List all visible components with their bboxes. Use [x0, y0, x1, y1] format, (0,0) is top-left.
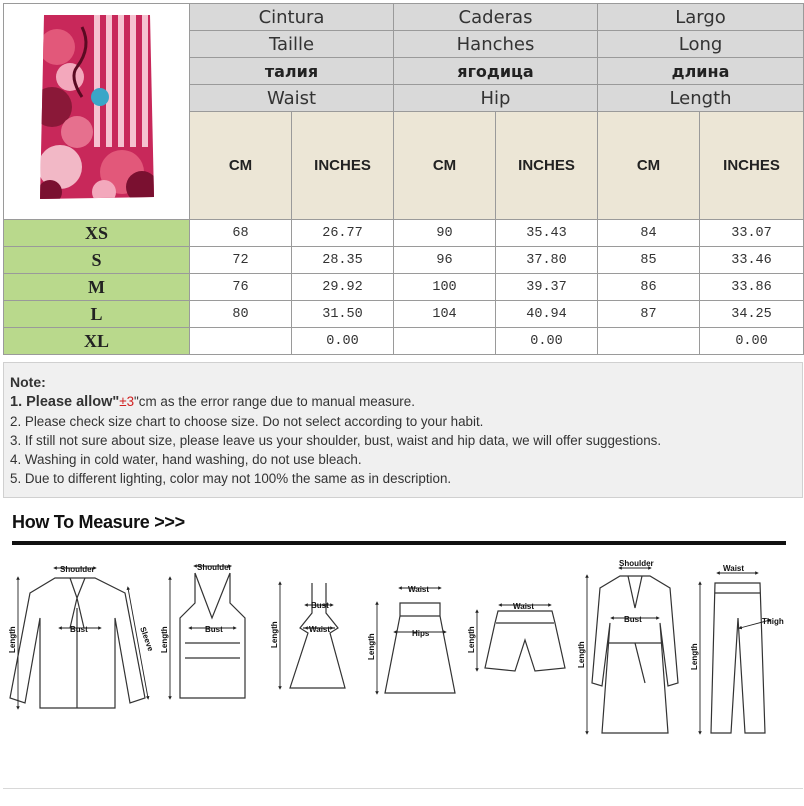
shoulder-label: Shoulder [197, 563, 232, 572]
size-label: S [4, 247, 190, 274]
notes-box [3, 362, 803, 498]
header-hip-es: Caderas [394, 4, 598, 31]
table-cell: 33.46 [700, 247, 804, 274]
thigh-label: Thigh [762, 617, 784, 626]
header-waist-fr: Taille [190, 31, 394, 58]
table-cell: 72 [190, 247, 292, 274]
length-label: Length [8, 626, 17, 653]
bust-label: Bust [311, 601, 329, 610]
note-line: 3. If still not sure about size, please leave us your shoulder, bust, waist and hip data, we will offer suggestions. [10, 433, 662, 448]
table-row [4, 301, 804, 328]
table-cell: 0.00 [496, 328, 598, 355]
bust-label: Bust [205, 625, 223, 634]
size-label: M [4, 274, 190, 301]
skirt-illustration [385, 603, 455, 693]
table-cell: 0.00 [292, 328, 394, 355]
size-label: XL [4, 328, 190, 355]
bust-label: Bust [624, 615, 642, 624]
table-cell: 87 [598, 301, 700, 328]
size-chart-table [3, 3, 804, 355]
header-waist-en: Waist [190, 85, 394, 112]
shoulder-label: Shoulder [60, 565, 95, 574]
tank-illustration [180, 573, 245, 698]
table-cell: 80 [190, 301, 292, 328]
note-line: 2. Please check size chart to choose size. Do not select according to your habit. [10, 414, 484, 429]
pants-illustration [711, 583, 765, 733]
table-cell: 33.86 [700, 274, 804, 301]
table-cell: 100 [394, 274, 496, 301]
header-length-es: Largo [598, 4, 804, 31]
length-label: Length [270, 621, 279, 648]
table-cell: 39.37 [496, 274, 598, 301]
table-cell: 35.43 [496, 220, 598, 247]
length-label: Length [160, 626, 169, 653]
blouse-illustration [10, 578, 145, 708]
header-length-en: Length [598, 85, 804, 112]
table-row [4, 274, 804, 301]
header-waist-es: Cintura [190, 4, 394, 31]
hips-label: Hips [412, 629, 430, 638]
unit-header: CM [190, 112, 292, 220]
coat-illustration [592, 576, 678, 733]
waist-label: Waist [408, 585, 430, 594]
note-line [10, 392, 796, 412]
header-waist-ru: талия [190, 58, 394, 85]
table-cell: 40.94 [496, 301, 598, 328]
shorts-illustration [485, 611, 565, 671]
note-strong: 1. Please allow" [10, 394, 120, 410]
note-tolerance: ±3 [119, 394, 135, 409]
table-cell: 28.35 [292, 247, 394, 274]
table-cell: 90 [394, 220, 496, 247]
length-label: Length [577, 641, 586, 668]
table-cell [190, 328, 292, 355]
size-label: XS [4, 220, 190, 247]
header-length-ru: длина [598, 58, 804, 85]
table-cell: 86 [598, 274, 700, 301]
table-cell: 84 [598, 220, 700, 247]
table-cell: 68 [190, 220, 292, 247]
table-cell: 85 [598, 247, 700, 274]
notes-title: Note: [10, 374, 46, 390]
size-label: L [4, 301, 190, 328]
unit-header: INCHES [292, 112, 394, 220]
table-cell: 76 [190, 274, 292, 301]
header-hip-ru: ягодица [394, 58, 598, 85]
shoulder-label: Shoulder [619, 559, 654, 568]
header-hip-fr: Hanches [394, 31, 598, 58]
how-to-measure-title: How To Measure >>> [12, 512, 185, 532]
table-row [4, 328, 804, 355]
unit-header: INCHES [496, 112, 598, 220]
table-cell: 104 [394, 301, 496, 328]
waist-label: Waist [309, 625, 331, 634]
skirt-image [22, 7, 172, 212]
unit-header: CM [394, 112, 496, 220]
table-row [4, 220, 804, 247]
note-rest: "cm as the error range due to manual measure. [134, 394, 415, 409]
bottom-border [3, 788, 803, 804]
table-cell: 29.92 [292, 274, 394, 301]
product-photo-cell [4, 4, 190, 220]
note-line: 4. Washing in cold water, hand washing, do not use bleach. [10, 452, 362, 467]
length-label: Length [690, 643, 699, 670]
measure-illustrations [0, 548, 804, 786]
bust-label: Bust [70, 625, 88, 634]
length-label: Length [367, 633, 376, 660]
table-cell: 33.07 [700, 220, 804, 247]
table-cell [394, 328, 496, 355]
unit-header: CM [598, 112, 700, 220]
note-line: 5. Due to different lighting, color may not 100% the same as in description. [10, 471, 452, 486]
table-row [4, 247, 804, 274]
header-hip-en: Hip [394, 85, 598, 112]
table-cell: 26.77 [292, 220, 394, 247]
waist-label: Waist [723, 564, 745, 573]
table-cell: 0.00 [700, 328, 804, 355]
unit-header: INCHES [700, 112, 804, 220]
table-cell: 37.80 [496, 247, 598, 274]
divider [12, 541, 786, 545]
table-cell: 96 [394, 247, 496, 274]
table-cell: 31.50 [292, 301, 394, 328]
length-label: Length [467, 626, 476, 653]
table-cell: 34.25 [700, 301, 804, 328]
waist-label: Waist [513, 602, 535, 611]
table-cell [598, 328, 700, 355]
dress-illustration [290, 583, 345, 688]
sleeve-label: Sleeve [138, 625, 156, 653]
header-length-fr: Long [598, 31, 804, 58]
